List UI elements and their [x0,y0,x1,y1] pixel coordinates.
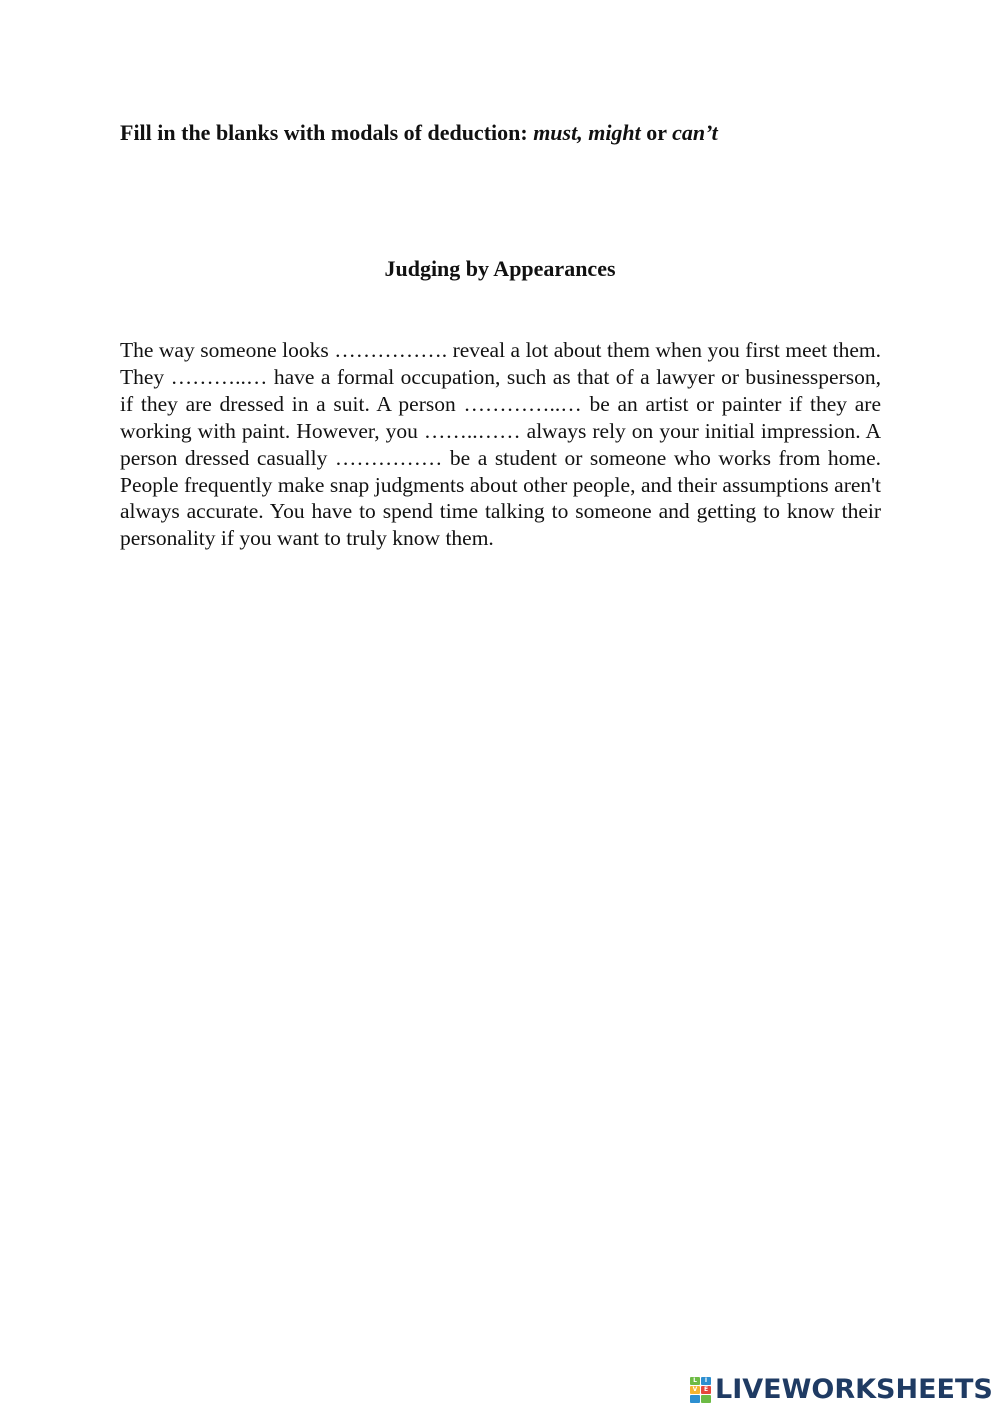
instruction-connector: or [640,120,673,145]
liveworksheets-logo-icon [690,1377,712,1403]
instruction-line [120,119,880,147]
blank-2[interactable]: ………..… [170,364,274,389]
logo-tile-6 [701,1395,711,1403]
passage-text-6: be a student or someone who works from home. People frequently make snap judgments about other people, and their assumptions aren't always accurate. You have to spend time talking to someone and getting to know their personality if you want to truly know them. [120,445,881,551]
blank-1[interactable]: ……………. [334,338,453,362]
passage-text-5: always rely on your initial impression. A person dressed casually [120,418,882,470]
passage-text-3: have a formal occupation, such as that of a lawyer or businessperson, if they are dressed in a suit. A person [120,364,881,416]
instruction-option-must-might: must, might [533,120,641,145]
worksheet-title: Judging by Appearances [384,256,616,281]
liveworksheets-logo-text: LIVEWORKSHEETS [715,1374,993,1405]
logo-tile-e: E [701,1386,711,1394]
logo-tile-i: I [701,1377,711,1385]
passage-text-2: reveal a lot about them when you first meet them. They [120,338,882,389]
blank-4[interactable]: ……..…… [423,418,527,443]
passage-text [120,337,881,552]
blank-3[interactable]: …………..… [463,391,590,416]
logo-tile-v: V [690,1386,700,1394]
passage-text-4: be an artist or painter if they are working with paint. However, you [120,391,881,443]
logo-tile-5 [690,1395,700,1403]
passage-text-1: The way someone looks [120,338,335,362]
instruction-prefix: Fill in the blanks with modals of deduction: [120,120,534,145]
blank-5[interactable]: …………… [334,445,450,470]
instruction-option-cant: can’t [672,120,718,145]
liveworksheets-logo [690,1373,993,1407]
logo-tile-l: L [690,1377,700,1385]
